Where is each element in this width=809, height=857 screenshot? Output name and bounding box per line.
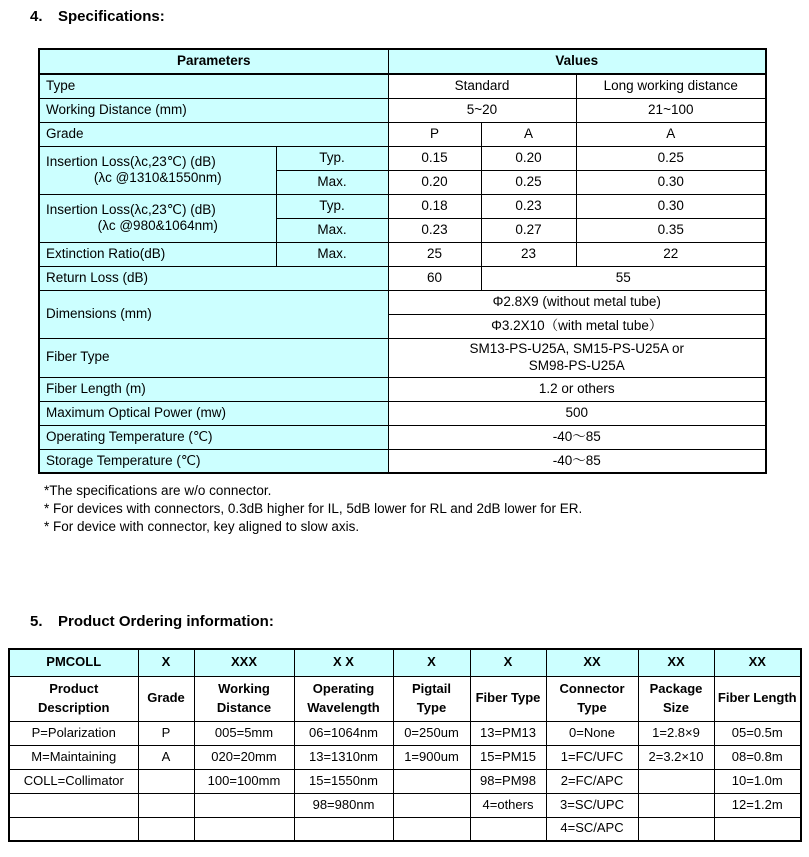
order-cell [294, 817, 393, 841]
sub-label-typ: Typ. [276, 146, 388, 170]
param-label-storage-temp: Storage Temperature (℃) [39, 449, 388, 473]
order-header-product-description: Product Description [9, 676, 138, 721]
order-cell: 4=others [470, 793, 546, 817]
footnote-1: *The specifications are w/o connector. [44, 483, 272, 498]
param-label-max-optical-power: Maximum Optical Power (mw) [39, 401, 388, 425]
insertion-loss-wavelengths: (λc @980&1064nm) [97, 218, 218, 233]
order-cell [9, 793, 138, 817]
spec-row-type [39, 74, 766, 98]
spec-row-operating-temp [39, 425, 766, 449]
specifications-table [38, 48, 767, 474]
order-cell: 0=None [546, 721, 638, 745]
order-data-row [9, 769, 801, 793]
order-header-grade: Grade [138, 676, 194, 721]
order-data-row [9, 721, 801, 745]
spec-header-values: Values [388, 49, 766, 74]
fiber-type-line2: SM98-PS-U25A [528, 357, 625, 373]
value-fiber-type [388, 338, 766, 377]
value-dimensions-with-tube: Φ3.2X10（with metal tube） [388, 314, 766, 338]
param-label-type: Type [39, 74, 388, 98]
value-dimensions-without-tube: Φ2.8X9 (without metal tube) [388, 290, 766, 314]
value-il2-max-a: 0.27 [481, 218, 576, 242]
order-cell [138, 817, 194, 841]
spec-header-row [39, 49, 766, 74]
order-cell: 06=1064nm [294, 721, 393, 745]
param-label-extinction-ratio: Extinction Ratio(dB) [39, 242, 276, 266]
order-code-grade: X [138, 649, 194, 676]
value-il1-max-p: 0.20 [388, 170, 481, 194]
param-label-insertion-loss-980-1064 [39, 194, 276, 242]
order-code-package-size: XX [638, 649, 714, 676]
order-data-row [9, 817, 801, 841]
value-rl-standard: 60 [388, 266, 481, 290]
order-cell: 100=100mm [194, 769, 294, 793]
order-cell: 4=SC/APC [546, 817, 638, 841]
order-cell [138, 769, 194, 793]
order-cell [393, 769, 470, 793]
param-label-fiber-type: Fiber Type [39, 338, 388, 377]
order-cell: 2=3.2×10 [638, 745, 714, 769]
order-code-pmcoll: PMCOLL [9, 649, 138, 676]
spec-row-il1-typ [39, 146, 766, 170]
insertion-loss-name: Insertion Loss(λc,23℃) (dB) [46, 201, 216, 217]
order-cell: A [138, 745, 194, 769]
order-header-connector-type: Connector Type [546, 676, 638, 721]
value-il1-typ-p: 0.15 [388, 146, 481, 170]
value-rl-long: 55 [481, 266, 766, 290]
section-5-title-text: Product Ordering information: [58, 613, 274, 630]
value-il1-max-long: 0.30 [576, 170, 766, 194]
section-4-title [30, 8, 165, 25]
value-fiber-length: 1.2 or others [388, 377, 766, 401]
spec-row-extinction-ratio [39, 242, 766, 266]
value-il1-max-a: 0.25 [481, 170, 576, 194]
order-data-row [9, 793, 801, 817]
order-cell: 2=FC/APC [546, 769, 638, 793]
spec-footnotes [44, 482, 582, 536]
footnote-3: * For device with connector, key aligned to slow axis. [44, 519, 360, 534]
order-cell: 005=5mm [194, 721, 294, 745]
value-grade-p: P [388, 122, 481, 146]
section-4-title-text: Specifications: [58, 8, 165, 25]
param-label-return-loss: Return Loss (dB) [39, 266, 388, 290]
order-cell: COLL=Collimator [9, 769, 138, 793]
footnote-2: * For devices with connectors, 0.3dB higher for IL, 5dB lower for RL and 2dB lower for ER. [44, 501, 583, 516]
value-max-optical-power: 500 [388, 401, 766, 425]
param-label-insertion-loss-1310-1550 [39, 146, 276, 194]
value-operating-temp: -40～85 [388, 425, 766, 449]
order-cell: 0=250um [393, 721, 470, 745]
order-header-pigtail-type: Pigtail Type [393, 676, 470, 721]
sub-label-max: Max. [276, 170, 388, 194]
order-cell: 1=2.8×9 [638, 721, 714, 745]
order-cell: 08=0.8m [714, 745, 801, 769]
order-data-row [9, 745, 801, 769]
insertion-loss-name: Insertion Loss(λc,23℃) (dB) [46, 153, 216, 169]
order-cell: 1=FC/UFC [546, 745, 638, 769]
param-label-dimensions: Dimensions (mm) [39, 290, 388, 338]
value-wd-long: 21~100 [576, 98, 766, 122]
spec-row-il2-typ [39, 194, 766, 218]
spec-row-storage-temp [39, 449, 766, 473]
spec-row-max-optical-power [39, 401, 766, 425]
order-cell [393, 793, 470, 817]
spec-row-grade [39, 122, 766, 146]
order-cell: 15=PM15 [470, 745, 546, 769]
order-cell: 13=PM13 [470, 721, 546, 745]
fiber-type-line1: SM13-PS-U25A, SM15-PS-U25A or [469, 341, 685, 357]
order-cell: M=Maintaining [9, 745, 138, 769]
value-type-standard: Standard [388, 74, 576, 98]
value-type-long: Long working distance [576, 74, 766, 98]
order-cell [638, 793, 714, 817]
order-code-fiber-type: X [470, 649, 546, 676]
param-label-grade: Grade [39, 122, 388, 146]
spec-header-parameters: Parameters [39, 49, 388, 74]
order-header-operating-wavelength: Operating Wavelength [294, 676, 393, 721]
value-il2-max-p: 0.23 [388, 218, 481, 242]
order-header-package-size: Package Size [638, 676, 714, 721]
order-cell [138, 793, 194, 817]
param-label-working-distance: Working Distance (mm) [39, 98, 388, 122]
order-header-fiber-length: Fiber Length [714, 676, 801, 721]
order-cell: 15=1550nm [294, 769, 393, 793]
order-cell: 020=20mm [194, 745, 294, 769]
order-cell: 3=SC/UPC [546, 793, 638, 817]
order-cell: 10=1.0m [714, 769, 801, 793]
spec-row-working-distance [39, 98, 766, 122]
section-5-number: 5. [30, 613, 43, 630]
spec-row-return-loss [39, 266, 766, 290]
order-cell: P=Polarization [9, 721, 138, 745]
order-cell [638, 817, 714, 841]
section-4-number: 4. [30, 8, 43, 25]
value-er-p: 25 [388, 242, 481, 266]
order-cell: 98=PM98 [470, 769, 546, 793]
order-cell [194, 817, 294, 841]
order-code-pigtail-type: X [393, 649, 470, 676]
order-cell: 13=1310nm [294, 745, 393, 769]
spec-row-dimensions-1 [39, 290, 766, 314]
order-code-row [9, 649, 801, 676]
order-cell [194, 793, 294, 817]
value-il2-typ-p: 0.18 [388, 194, 481, 218]
value-storage-temp: -40～85 [388, 449, 766, 473]
value-er-a: 23 [481, 242, 576, 266]
order-header-working-distance: Working Distance [194, 676, 294, 721]
sub-label-max: Max. [276, 218, 388, 242]
value-il2-typ-a: 0.23 [481, 194, 576, 218]
order-code-connector-type: XX [546, 649, 638, 676]
ordering-table [8, 648, 802, 842]
order-code-operating-wavelength: X X [294, 649, 393, 676]
spec-row-fiber-type [39, 338, 766, 377]
value-wd-standard: 5~20 [388, 98, 576, 122]
order-header-fiber-type: Fiber Type [470, 676, 546, 721]
order-header-row [9, 676, 801, 721]
value-il2-max-long: 0.35 [576, 218, 766, 242]
order-cell [393, 817, 470, 841]
value-grade-long-a: A [576, 122, 766, 146]
sub-label-max: Max. [276, 242, 388, 266]
param-label-operating-temp: Operating Temperature (℃) [39, 425, 388, 449]
param-label-fiber-length: Fiber Length (m) [39, 377, 388, 401]
value-grade-a: A [481, 122, 576, 146]
value-il1-typ-long: 0.25 [576, 146, 766, 170]
order-cell [638, 769, 714, 793]
spec-row-fiber-length [39, 377, 766, 401]
order-cell: P [138, 721, 194, 745]
section-5-title [30, 613, 274, 630]
value-il2-typ-long: 0.30 [576, 194, 766, 218]
order-code-fiber-length: XX [714, 649, 801, 676]
order-cell [9, 817, 138, 841]
insertion-loss-wavelengths: (λc @1310&1550nm) [93, 170, 222, 185]
order-cell: 98=980nm [294, 793, 393, 817]
order-cell: 05=0.5m [714, 721, 801, 745]
order-cell: 12=1.2m [714, 793, 801, 817]
order-cell: 1=900um [393, 745, 470, 769]
order-cell [714, 817, 801, 841]
order-cell [470, 817, 546, 841]
value-il1-typ-a: 0.20 [481, 146, 576, 170]
sub-label-typ: Typ. [276, 194, 388, 218]
order-code-working-distance: XXX [194, 649, 294, 676]
value-er-long: 22 [576, 242, 766, 266]
